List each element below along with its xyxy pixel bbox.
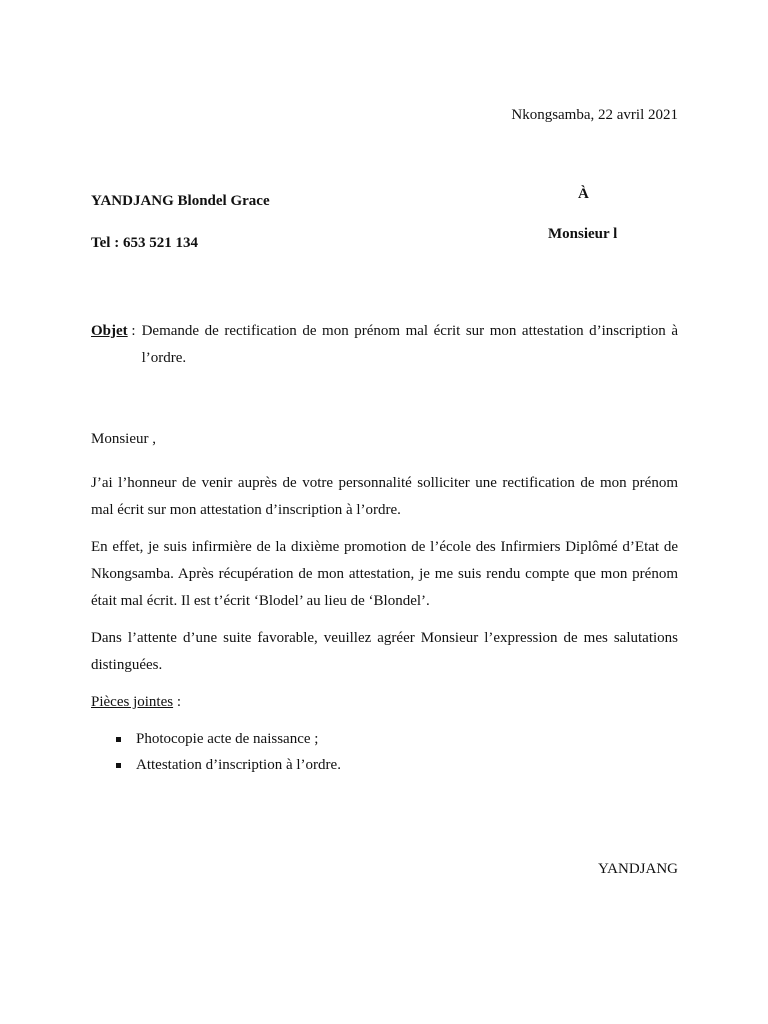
place-date: Nkongsamba, 22 avril 2021: [511, 107, 678, 123]
paragraph-intro: J’ai l’honneur de venir auprès de votre personnalité solliciter une rectification de mon prénom mal écrit sur mon attestation d’inscription à l’ordre.: [91, 475, 678, 518]
subject-text: Demande de rectification de mon prénom mal écrit sur mon attestation d’inscription à l’ordre.: [141, 323, 678, 366]
attachments-label: Pièces jointes :: [91, 694, 181, 710]
square-bullet-icon: [116, 763, 121, 768]
list-item: [91, 752, 678, 778]
sender-tel: Tel : 653 521 134: [91, 235, 198, 251]
signature: YANDJANG: [597, 861, 678, 877]
sender-name: YANDJANG Blondel Grace: [91, 193, 270, 209]
recipient-name: Monsieur l: [548, 226, 618, 242]
recipient-to: À: [578, 186, 589, 202]
list-item: [91, 726, 678, 752]
salutation: Monsieur ,: [91, 431, 156, 447]
paragraph-details: En effet, je suis infirmière de la dixième promotion de l’école des Infirmiers Diplômé d’Etat de Nkongsamba. Après récupération de mon attestation, je me suis rendu compte que mon prénom était mal écrit. Il est t’écrit ‘Blodel’ au lieu de ‘Blondel’.: [91, 539, 678, 609]
attachment-text: Photocopie acte de naissance ;: [136, 730, 319, 747]
subject-block: [91, 318, 678, 372]
square-bullet-icon: [116, 737, 121, 742]
paragraph-closing: Dans l’attente d’une suite favorable, veuillez agréer Monsieur l’expression de mes salutations distinguées.: [91, 630, 678, 673]
subject-label: Objet :: [91, 323, 136, 339]
letter-body: [91, 470, 678, 778]
attachment-text: Attestation d’inscription à l’ordre.: [136, 756, 341, 773]
attachments-list: [91, 726, 678, 778]
